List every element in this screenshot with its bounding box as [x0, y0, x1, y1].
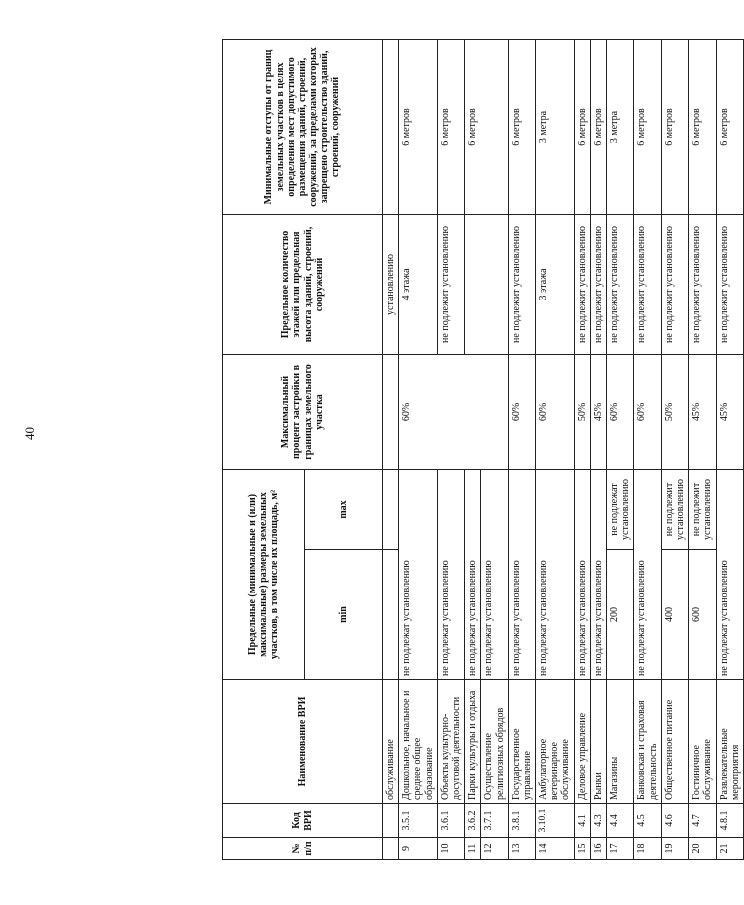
header-code: Код ВРИ	[223, 804, 383, 838]
cell-name: Дошкольное, начальное и среднее общее образование	[399, 680, 438, 804]
cell-indent: 6 метров	[590, 39, 606, 214]
header-pct: Максимальный процент застройки в границах земельного участка	[223, 354, 383, 469]
table-row	[689, 39, 716, 859]
cell-floors: не подлежит установлению	[574, 214, 590, 354]
cell-min: не подлежат установлению	[590, 469, 606, 679]
zoning-table	[222, 39, 744, 860]
table-row	[508, 39, 535, 859]
cell-num: 15	[574, 838, 590, 860]
cell-name: Парки культуры и отдыха	[465, 680, 481, 804]
cell-indent: 6 метров	[465, 39, 509, 214]
table-row	[590, 39, 606, 859]
cell-min: не подлежат установлению	[399, 469, 438, 679]
cell-floors: установлению	[383, 214, 399, 354]
cell-name: Государственное управление	[508, 680, 535, 804]
cell-floors: 4 этажа	[399, 214, 438, 354]
header-max: max	[305, 469, 383, 549]
table-row	[399, 39, 438, 859]
cell-indent: 6 метров	[634, 39, 661, 214]
header-floors: Предельное количество этажей или предельная высота зданий, строений, сооружений	[223, 214, 383, 354]
table-row	[634, 39, 661, 859]
cell-floors: не подлежит установлению	[590, 214, 606, 354]
cell-num: 11	[465, 838, 481, 860]
cell-pct-merged	[399, 354, 509, 469]
cell-min: 400	[661, 550, 688, 680]
cell-name: обслуживание	[383, 680, 399, 804]
cell-num: 21	[716, 838, 743, 860]
cell-pct: 50%	[661, 354, 688, 469]
cell-code: 4.5	[634, 804, 661, 838]
cell-num: 12	[481, 838, 508, 860]
cell-floors: не подлежит установлению	[716, 214, 743, 354]
cell-indent: 6 метров	[574, 39, 590, 214]
cell-pct: 60%	[536, 354, 575, 469]
cell-code: 3.10.1	[536, 804, 575, 838]
cell-max: не подлежит установлению	[689, 469, 716, 549]
cell-indent: 6 метров	[689, 39, 716, 214]
header-name: Наименование ВРИ	[223, 680, 383, 804]
cell-code: 3.5.1	[399, 804, 438, 838]
cell-name: Магазины	[607, 680, 634, 804]
table-row	[716, 39, 743, 859]
table-row	[607, 39, 634, 859]
cell-indent: 6 метров	[508, 39, 535, 214]
cell-code: 4.4	[607, 804, 634, 838]
cell-min: не подлежат установлению	[536, 469, 575, 679]
cell-min: не подлежат установлению	[574, 469, 590, 679]
cell-indent: 6 метров	[399, 39, 438, 214]
cell-num: 9	[399, 838, 438, 860]
cell-code: 4.7	[689, 804, 716, 838]
cell-num: 13	[508, 838, 535, 860]
cell-indent: 6 метров	[661, 39, 688, 214]
cell-max: не подлежат установлению	[607, 469, 634, 549]
table-row-carry	[383, 39, 399, 859]
cell-pct: 45%	[689, 354, 716, 469]
cell-min: не подлежат установлению	[508, 469, 535, 679]
cell-floors: не подлежит установлению	[508, 214, 535, 354]
cell-code: 4.3	[590, 804, 606, 838]
cell-name: Деловое управление	[574, 680, 590, 804]
cell-code: 3.6.1	[437, 804, 464, 838]
cell-floors: не подлежит установлению	[437, 214, 464, 354]
cell-indent: 6 метров	[716, 39, 743, 214]
cell-max: не подлежит установлению	[661, 469, 688, 549]
cell-code: 4.6	[661, 804, 688, 838]
cell-num: 14	[536, 838, 575, 860]
cell-floors: не подлежит установлению	[607, 214, 634, 354]
cell-min: 600	[689, 550, 716, 680]
rotated-table-container	[222, 40, 741, 860]
cell-pct: 60%	[634, 354, 661, 469]
cell-pct: 60%	[607, 354, 634, 469]
cell-floors: не подлежит установлению	[689, 214, 716, 354]
cell-floors: 3 этажа	[536, 214, 575, 354]
cell-num: 18	[634, 838, 661, 860]
cell-indent: 3 метра	[607, 39, 634, 214]
cell-num: 20	[689, 838, 716, 860]
page-number: 40	[22, 427, 37, 440]
cell-indent: 3 метра	[536, 39, 575, 214]
header-indent: Минимальные отступы от границ земельных участков в целях определения мест допустимого размещения зданий, строений, сооружений, за пределами которых запрещено строительство зданий, строений, сооружений	[223, 39, 383, 214]
cell-pct: 45%	[590, 354, 606, 469]
cell-num: 10	[437, 838, 464, 860]
cell-pct: 60%	[401, 402, 413, 422]
cell-code: 3.7.1	[481, 804, 508, 838]
cell-num: 17	[607, 838, 634, 860]
table-row	[536, 39, 575, 859]
header-min: min	[305, 550, 383, 680]
header-area: Предельные (минимальные и (или) максимальные) размеры земельных участков, в том числе их площадь, м²	[223, 469, 305, 679]
cell-name: Объекты культурно-досуговой деятельности	[437, 680, 464, 804]
cell-num: 19	[661, 838, 688, 860]
cell-name: Банковская и страховая деятельность	[634, 680, 661, 804]
table-row	[574, 39, 590, 859]
cell-pct: 45%	[716, 354, 743, 469]
cell-name: Развлекательные мероприятия	[716, 680, 743, 804]
cell-min: не подлежат установлению	[634, 469, 661, 679]
cell-code: 4.8.1	[716, 804, 743, 838]
cell-name: Гостиничное обслуживание	[689, 680, 716, 804]
cell-name: Амбулаторное ветеринарное обслуживание	[536, 680, 575, 804]
cell-code: 3.8.1	[508, 804, 535, 838]
cell-min: 200	[607, 550, 634, 680]
cell-min: не подлежат установлению	[465, 469, 481, 679]
cell-indent: 6 метров	[437, 39, 464, 214]
cell-name: Рынки	[590, 680, 606, 804]
cell-min: не подлежат установлению	[481, 469, 508, 679]
cell-code: 4.1	[574, 804, 590, 838]
cell-pct: 50%	[574, 354, 590, 469]
cell-floors: не подлежит установлению	[661, 214, 688, 354]
cell-name: Осуществление религиозных обрядов	[481, 680, 508, 804]
cell-code: 3.6.2	[465, 804, 481, 838]
cell-min: не подлежат установлению	[716, 469, 743, 679]
header-num: № п/п	[223, 838, 383, 860]
cell-pct: 60%	[508, 354, 535, 469]
cell-floors: не подлежит установлению	[634, 214, 661, 354]
cell-name: Общественное питание	[661, 680, 688, 804]
cell-min: не подлежат установлению	[437, 469, 464, 679]
table-row	[661, 39, 688, 859]
cell-num: 16	[590, 838, 606, 860]
